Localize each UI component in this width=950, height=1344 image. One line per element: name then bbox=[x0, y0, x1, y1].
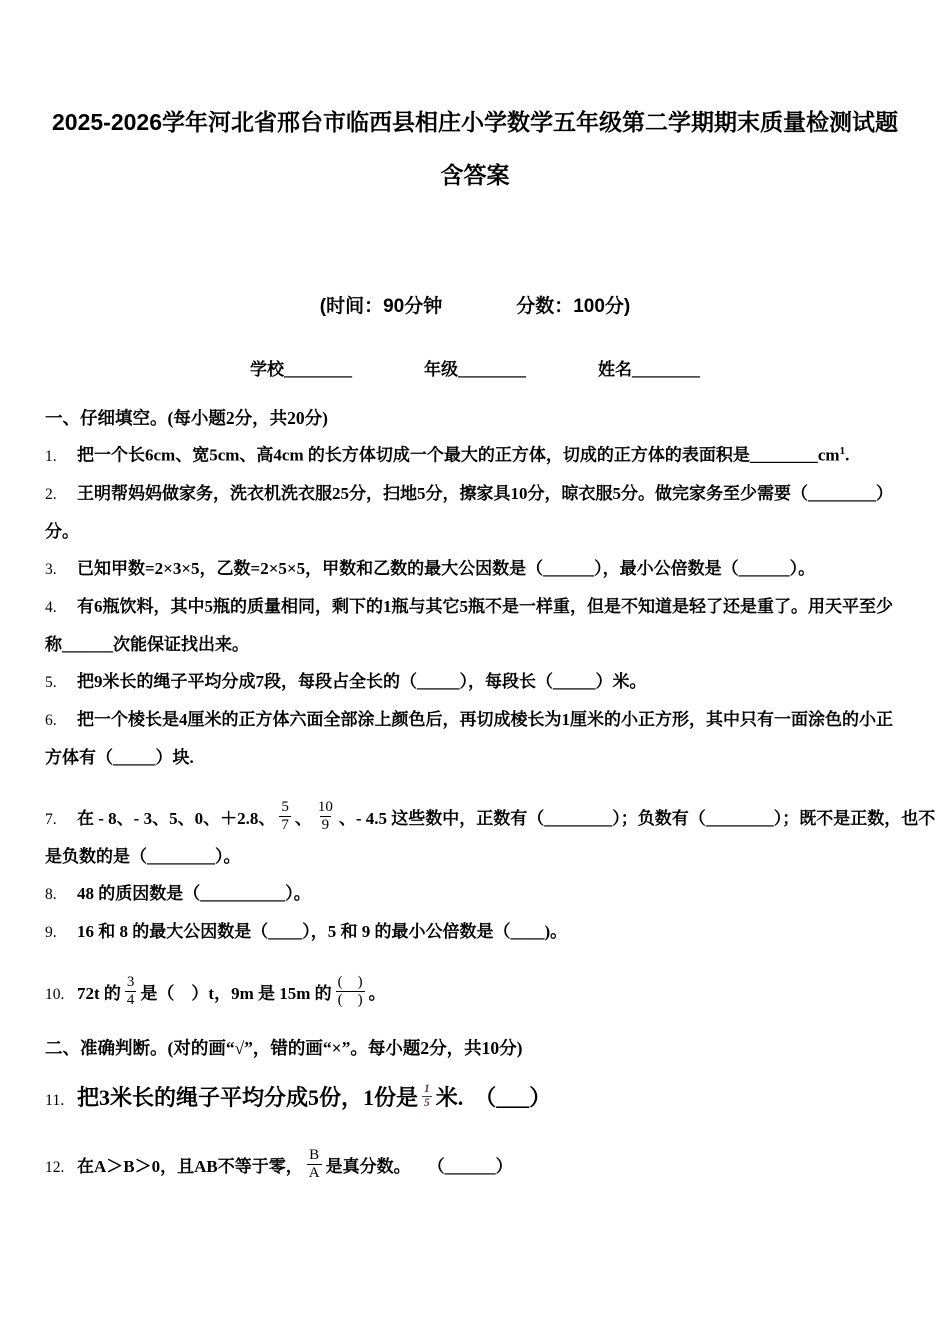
question-1 bbox=[45, 433, 905, 475]
fraction-denominator: ( ) bbox=[337, 992, 363, 1009]
question-number: 1. bbox=[45, 447, 57, 465]
question-sections bbox=[45, 403, 936, 1186]
question-line bbox=[45, 475, 905, 513]
superscript-exponent: 1 bbox=[839, 445, 846, 457]
question-number: 12. bbox=[45, 1158, 65, 1176]
question-2 bbox=[45, 475, 905, 550]
question-line bbox=[45, 626, 905, 663]
question-12 bbox=[45, 1124, 905, 1186]
fraction-numerator: 10 bbox=[317, 799, 333, 815]
question-line bbox=[45, 875, 905, 913]
name-field bbox=[598, 357, 700, 383]
fraction bbox=[316, 799, 335, 835]
question-text: 米. （___） bbox=[435, 1084, 552, 1110]
question-10 bbox=[45, 951, 905, 1013]
title-line-2: 含答案 bbox=[440, 162, 510, 188]
section-heading: 二、准确判断。(对的画“√”，错的画“×”。每小题2分，共10分) bbox=[45, 1037, 523, 1058]
question-text: 72t 的 bbox=[77, 983, 121, 1003]
fraction-numerator: 1 bbox=[424, 1082, 430, 1095]
name-blank: ________ bbox=[632, 360, 700, 379]
question-text: 在A＞B＞0，且AB不等于零， bbox=[77, 1156, 303, 1176]
question-line bbox=[45, 513, 905, 550]
fraction-denominator: 5 bbox=[424, 1097, 430, 1110]
fraction-numerator: 5 bbox=[281, 799, 289, 815]
question-text: 在 - 8、- 3、5、0、＋2.8、 bbox=[77, 808, 276, 828]
question-line bbox=[45, 1124, 905, 1186]
question-text: 方体有（_____）块. bbox=[45, 747, 194, 767]
time-label: (时间：90分钟 bbox=[319, 296, 443, 317]
name-label: 姓名 bbox=[598, 360, 632, 379]
question-line bbox=[45, 550, 905, 588]
grade-field bbox=[424, 357, 526, 383]
fraction bbox=[279, 799, 291, 835]
question-8 bbox=[45, 875, 905, 913]
question-6 bbox=[45, 701, 905, 776]
section-heading: 一、仔细填空。(每小题2分，共20分) bbox=[45, 408, 328, 428]
question-text: 、- 4.5 这些数中，正数有（________）；负数有（________）；既不是正数，也不 bbox=[338, 808, 936, 828]
question-line bbox=[45, 838, 905, 875]
question-text: 把9米长的绳子平均分成7段，每段占全长的（_____），每段长（_____）米。 bbox=[77, 671, 647, 691]
title-line-1: 2025-2026学年河北省邢台市临西县相庄小学数学五年级第二学期期末质量检测试题 bbox=[52, 109, 898, 135]
question-line bbox=[45, 588, 905, 626]
question-text: 有6瓶饮料，其中5瓶的质量相同，剩下的1瓶与其它5瓶不是一样重，但是不知道是轻了还是重了。用天平至少 bbox=[77, 596, 893, 616]
question-text: 16 和 8 的最大公因数是（____），5 和 9 的最小公倍数是（____)。 bbox=[77, 921, 568, 941]
question-line bbox=[45, 701, 905, 739]
grade-blank: ________ bbox=[458, 360, 526, 379]
question-line bbox=[45, 951, 905, 1013]
fraction-numerator: B bbox=[309, 1147, 320, 1163]
fraction bbox=[125, 974, 137, 1010]
question-text: 王明帮妈妈做家务，洗衣机洗衣服25分，扫地5分，擦家具10分，晾衣服5分。做完家务至少需要（________） bbox=[77, 483, 893, 503]
question-line bbox=[45, 663, 905, 701]
question-line bbox=[45, 739, 905, 776]
school-label: 学校 bbox=[250, 360, 284, 379]
fraction-numerator: 3 bbox=[126, 974, 135, 990]
question-text: 是（ ）t，9m 是 15m 的 bbox=[140, 983, 332, 1003]
question-number: 4. bbox=[45, 598, 57, 616]
question-4 bbox=[45, 588, 905, 663]
info-fields bbox=[0, 357, 950, 383]
question-line bbox=[45, 1063, 905, 1124]
fraction-denominator: 4 bbox=[126, 992, 135, 1009]
school-field bbox=[250, 357, 352, 383]
fraction-denominator: 9 bbox=[321, 817, 330, 834]
exam-meta bbox=[0, 292, 950, 321]
question-text: 是负数的是（________）。 bbox=[45, 846, 241, 866]
question-number: 9. bbox=[45, 923, 57, 941]
question-3 bbox=[45, 550, 905, 588]
question-line bbox=[45, 913, 905, 951]
question-text: 、 bbox=[294, 808, 312, 828]
question-number: 5. bbox=[45, 673, 57, 691]
question-number: 2. bbox=[45, 485, 57, 503]
fraction-denominator: A bbox=[308, 1165, 320, 1182]
fraction bbox=[336, 974, 365, 1010]
question-text: 是真分数。 （______） bbox=[325, 1156, 513, 1176]
question-text: 把一个长6cm、宽5cm、高4cm 的长方体切成一个最大的正方体，切成的正方体的表面积是________cm bbox=[77, 445, 840, 465]
school-blank: ________ bbox=[284, 360, 352, 379]
score-label: 分数：100分) bbox=[516, 296, 631, 317]
fraction bbox=[422, 1083, 432, 1110]
question-number: 6. bbox=[45, 711, 57, 729]
page-title bbox=[0, 0, 950, 202]
question-text: 分。 bbox=[45, 521, 79, 541]
question-text: 已知甲数=2×3×5，乙数=2×5×5，甲数和乙数的最大公因数是（______），最小公倍数是（______）。 bbox=[77, 558, 816, 578]
question-7 bbox=[45, 776, 936, 875]
question-line bbox=[45, 433, 905, 475]
fraction bbox=[307, 1147, 322, 1183]
question-number: 3. bbox=[45, 560, 57, 578]
question-line bbox=[45, 776, 936, 838]
fraction-numerator: ( ) bbox=[337, 974, 363, 990]
question-5 bbox=[45, 663, 905, 701]
question-text: 把一个棱长是4厘米的正方体六面全部涂上颜色后，再切成棱长为1厘米的小正方形，其中只有一面涂色的小正 bbox=[77, 709, 893, 729]
question-text: 。 bbox=[368, 983, 386, 1003]
question-text: 称______次能保证找出来。 bbox=[45, 634, 249, 654]
question-11 bbox=[45, 1063, 905, 1124]
question-number: 10. bbox=[45, 985, 65, 1003]
question-number: 7. bbox=[45, 810, 57, 828]
question-text: 48 的质因数是（__________）。 bbox=[77, 883, 311, 903]
question-text: . bbox=[845, 445, 850, 465]
question-9 bbox=[45, 913, 905, 951]
question-number: 8. bbox=[45, 885, 57, 903]
fraction-denominator: 7 bbox=[281, 817, 289, 834]
question-text: 把3米长的绳子平均分成5份，1份是 bbox=[77, 1084, 419, 1110]
grade-label: 年级 bbox=[424, 360, 458, 379]
question-number: 11. bbox=[45, 1091, 65, 1109]
